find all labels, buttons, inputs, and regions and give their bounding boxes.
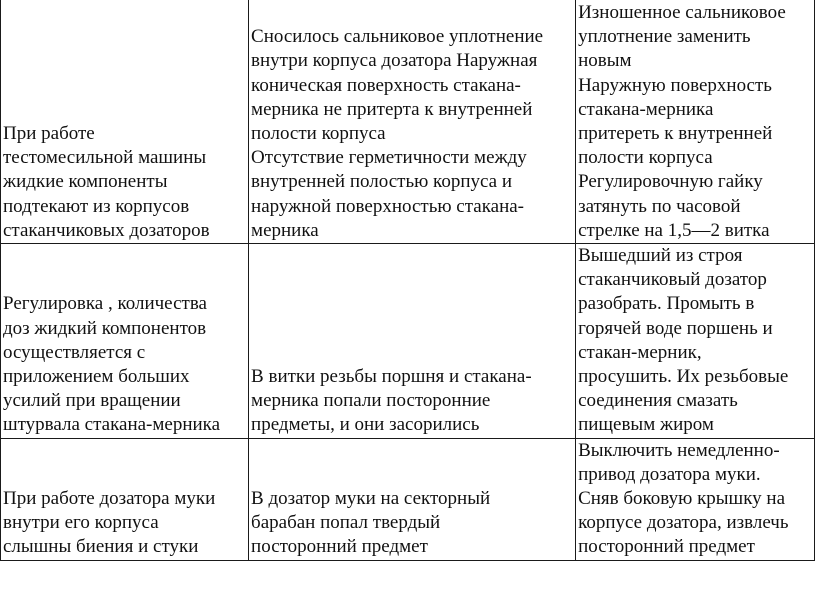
remedy-cell (576, 438, 815, 560)
problem-cell (1, 244, 249, 439)
remedy-text: Вышедший из строя стаканчиковый дозатор разобрать. Промыть в горячей воде поршень и стакан-мерник, просушить. Их резьбовые соединения смазать пищевым жиром (578, 245, 789, 436)
table-row (1, 0, 815, 244)
problem-cell (1, 0, 249, 244)
remedy-cell (576, 244, 815, 439)
cause-cell (249, 438, 576, 560)
problem-text: При работе дозатора муки внутри его корпуса слышны биения и стуки (3, 488, 216, 558)
problem-cell (1, 438, 249, 560)
cause-text: В дозатор муки на секторный барабан попал твердый посторонний предмет (251, 488, 491, 558)
problem-text: Регулировка , количества доз жидкий компонентов осуществляется с приложением больших усилий при вращении штурвала стакана-мерника (3, 293, 221, 436)
remedy-text: Выключить немедленно- привод дозатора муки. Сняв боковую крышку на корпусе дозатора, извлечь посторонний предмет (578, 439, 789, 558)
remedy-text: Изношенное сальниковое уплотнение заменить новым Наружную поверхность стакана-мерника притереть к внутренней полости корпуса Регулировочную гайку затянуть по часовой стрелке на 1,5—2 витка (578, 1, 786, 241)
cause-cell (249, 0, 576, 244)
cause-cell (249, 244, 576, 439)
cause-text: Сносилось сальниковое уплотнение внутри корпуса дозатора Наружная коническая поверхность стакана- мерника не притерта к внутренней полости корпуса Отсутствие герметичности между внутренней полостью корпуса и наружной поверхностью стакана- мерника (251, 26, 544, 241)
cause-text: В витки резьбы поршня и стакана- мерника попали посторонние предметы, и они засорились (251, 366, 532, 436)
table-row (1, 244, 815, 439)
table-row (1, 438, 815, 560)
problem-text: При работе тестомесильной машины жидкие компоненты подтекают из корпусов стаканчиковых дозаторов (3, 122, 210, 241)
remedy-cell (576, 0, 815, 244)
